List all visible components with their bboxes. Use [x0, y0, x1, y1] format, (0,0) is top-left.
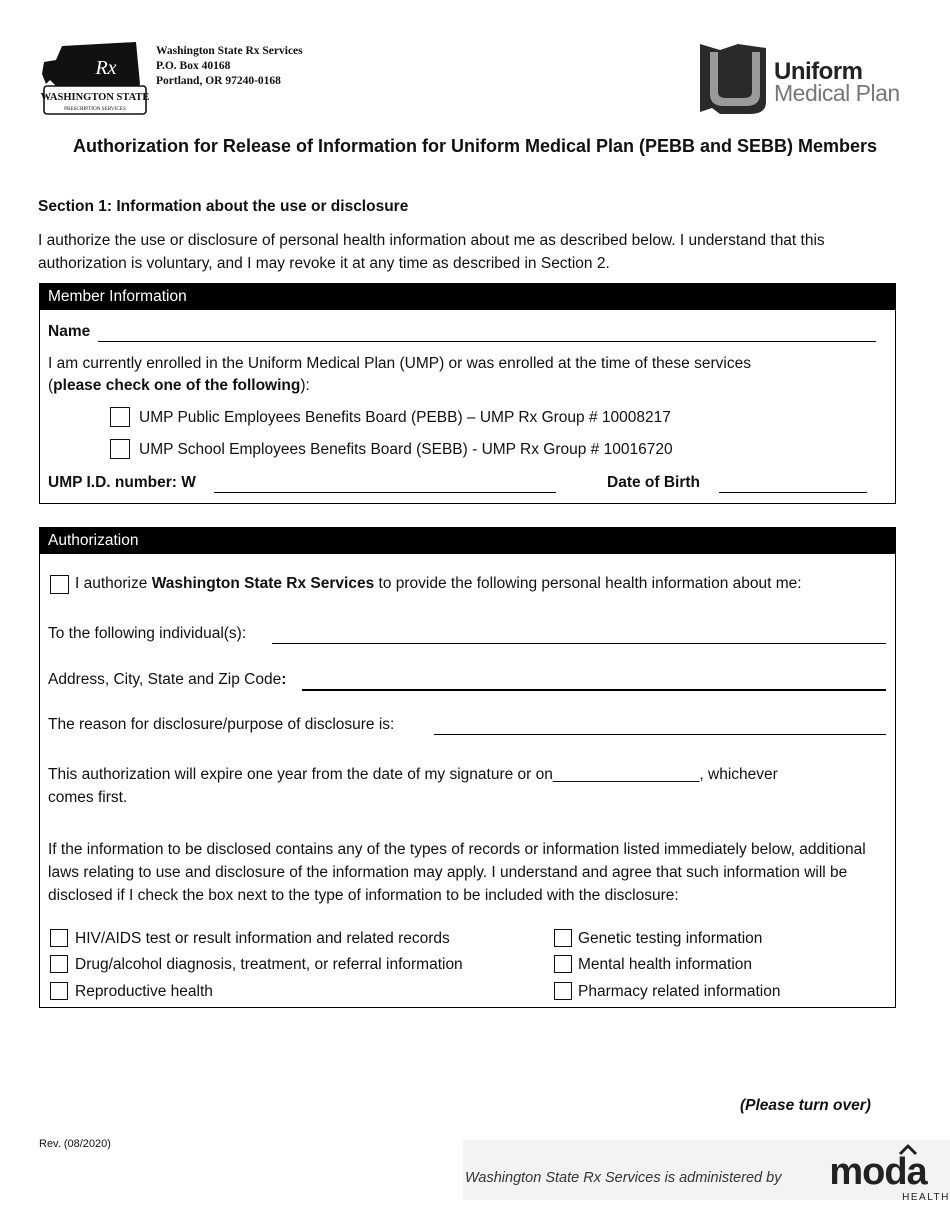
intro-line: authorization is voluntary, and I may revoke it at any time as described in Section 2. [38, 255, 610, 272]
section1-heading: Section 1: Information about the use or disclosure [38, 198, 409, 215]
reason-label: The reason for disclosure/purpose of disclosure is: [48, 716, 395, 733]
expiration-line2: comes first. [48, 789, 128, 806]
washington-state-rx-logo [40, 40, 150, 120]
record-type-label: Reproductive health [75, 983, 213, 1000]
pebb-checkbox[interactable] [110, 407, 130, 427]
wa-logo-subtitle: PRESCRIPTION SERVICES [64, 106, 126, 112]
sender-address [156, 44, 303, 89]
authorize-org: Washington State Rx Services [151, 575, 375, 592]
ump-logo-line1: Uniform [774, 58, 863, 85]
authorize-checkbox[interactable] [50, 575, 69, 594]
check-suffix: ): [300, 377, 310, 394]
reproductive-health-checkbox[interactable] [50, 982, 68, 1000]
hiv-aids-checkbox[interactable] [50, 929, 68, 947]
svg-text:Rx: Rx [95, 57, 117, 79]
disclosure-paragraph: If the information to be disclosed contains any of the types of records or information listed immediately below, additional laws relating to use and disclosure of the information may apply. I understand and agree that such information will be disclosed if I check the box next to the type of information to be included with the disclosure: [48, 841, 866, 904]
address-label-text: Address, City, State and Zip Code [48, 671, 282, 688]
administered-by-text: Washington State Rx Services is administered by [465, 1170, 782, 1186]
expire-pre: This authorization will expire one year from the date of my signature or on [48, 766, 553, 783]
authorize-pre: I authorize [75, 575, 152, 592]
ump-id-label: UMP I.D. number: W [48, 474, 196, 491]
revision-date: Rev. (08/2020) [39, 1138, 111, 1150]
ump-logo-line2: Medical Plan [774, 80, 900, 106]
authorization-box [39, 527, 896, 1008]
sebb-checkbox[interactable] [110, 439, 130, 459]
record-type-label: Genetic testing information [578, 930, 763, 947]
document-title: Authorization for Release of Information for Uniform Medical Plan (PEBB and SEBB) Members [72, 136, 878, 156]
record-type-label: Drug/alcohol diagnosis, treatment, or referral information [75, 956, 463, 973]
name-field[interactable] [98, 323, 876, 342]
intro-line: I authorize the use or disclosure of personal health information about me as described below. I understand that this [38, 232, 825, 249]
moda-word: moda [829, 1151, 927, 1193]
section1-intro [38, 229, 923, 275]
dob-field[interactable] [719, 474, 867, 493]
moda-sub: HEALTH [902, 1192, 950, 1203]
address-line: P.O. Box 40168 [156, 60, 231, 72]
record-type-label: Pharmacy related information [578, 983, 781, 1000]
record-type-label: HIV/AIDS test or result information and related records [75, 930, 450, 947]
ump-id-field[interactable] [214, 474, 556, 493]
expiration-statement [48, 766, 778, 784]
check-instruction-bold: please check one of the following [53, 377, 301, 394]
address-field[interactable] [302, 671, 886, 691]
dob-label: Date of Birth [607, 474, 700, 491]
individuals-label: To the following individual(s): [48, 625, 247, 642]
enrollment-text: I am currently enrolled in the Uniform Medical Plan (UMP) or was enrolled at the time of these services [48, 355, 751, 372]
mental-health-checkbox[interactable] [554, 955, 572, 973]
moda-health-logo [818, 1140, 950, 1203]
pebb-option-label: UMP Public Employees Benefits Board (PEBB) – UMP Rx Group # 10008217 [139, 409, 671, 426]
name-label: Name [48, 323, 91, 340]
address-line: Washington State Rx Services [156, 45, 303, 57]
check-instruction [48, 377, 310, 395]
expire-post: , whichever [699, 766, 778, 783]
sebb-option-label: UMP School Employees Benefits Board (SEBB) - UMP Rx Group # 10016720 [139, 441, 673, 458]
authorize-statement [75, 575, 802, 593]
expire-date-field[interactable]: _________________ [552, 766, 700, 783]
address-line: Portland, OR 97240-0168 [156, 75, 281, 87]
genetic-testing-checkbox[interactable] [554, 929, 572, 947]
member-information-box [39, 283, 896, 504]
pharmacy-checkbox[interactable] [554, 982, 572, 1000]
drug-alcohol-checkbox[interactable] [50, 955, 68, 973]
authorization-header: Authorization [40, 528, 895, 554]
authorize-post: to provide the following personal health information about me: [374, 575, 802, 592]
individuals-field[interactable] [272, 625, 886, 644]
member-information-header: Member Information [40, 284, 895, 310]
wa-logo-title: WASHINGTON STATE [40, 92, 150, 103]
record-type-label: Mental health information [578, 956, 753, 973]
address-label-colon: : [281, 671, 287, 688]
address-label [48, 671, 286, 689]
please-turn-over: (Please turn over) [740, 1097, 871, 1114]
reason-field[interactable] [434, 716, 886, 735]
check-prefix: ( [48, 377, 54, 394]
